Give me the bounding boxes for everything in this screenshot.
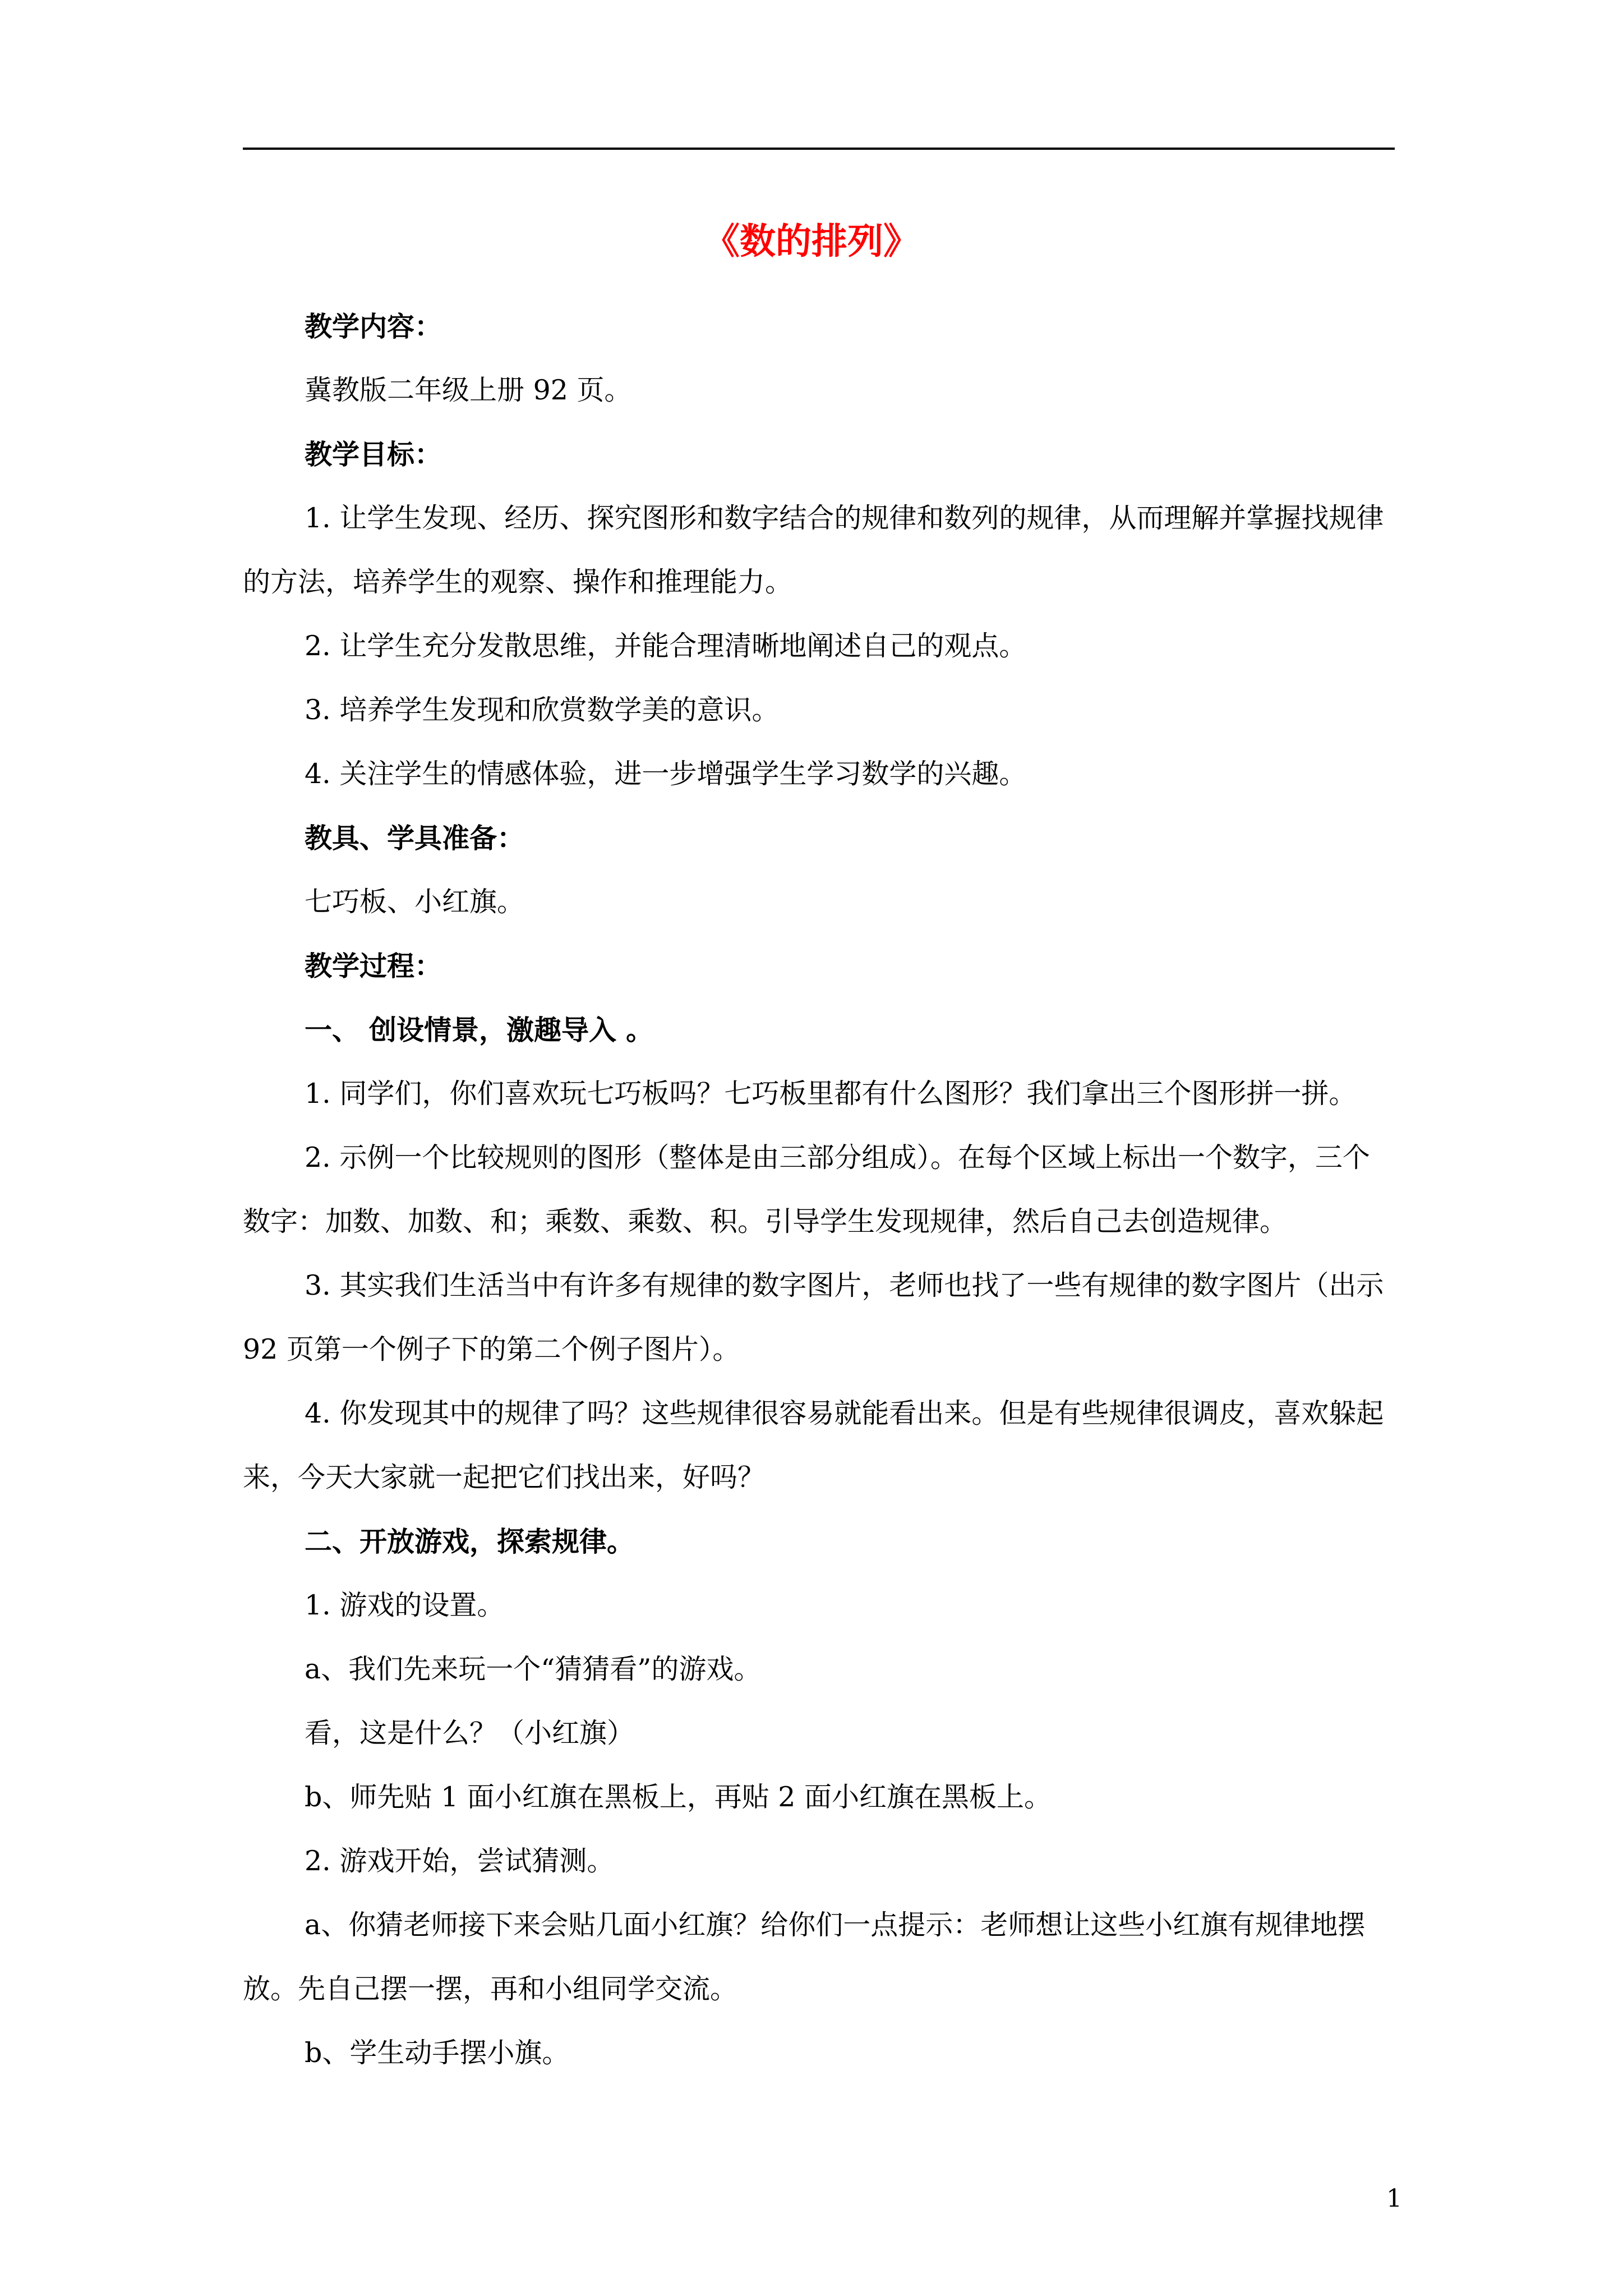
document-title: 《数的排列》 bbox=[704, 220, 919, 263]
paragraph: 3. 其实我们生活当中有许多有规律的数字图片，老师也找了一些有规律的数字图片（出示 92 页第一个例子下的第二个例子图片）。 bbox=[243, 1269, 1384, 1365]
paragraph: 2. 游戏开始，尝试猜测。 bbox=[305, 1845, 615, 1877]
paragraph: b、师先贴 1 面小红旗在黑板上，再贴 2 面小红旗在黑板上。 bbox=[305, 1781, 1052, 1813]
section-heading: 教具、学具准备： bbox=[305, 822, 525, 854]
paragraph: 冀教版二年级上册 92 页。 bbox=[305, 374, 632, 406]
section-heading: 教学内容： bbox=[305, 310, 442, 343]
subsection-heading: 一、 创设情景，激趣导入 。 bbox=[305, 1014, 654, 1046]
paragraph: 1. 同学们，你们喜欢玩七巧板吗？七巧板里都有什么图形？我们拿出三个图形拼一拼。 bbox=[305, 1078, 1357, 1110]
paragraph: 1. 游戏的设置。 bbox=[305, 1589, 505, 1621]
section-heading: 教学目标： bbox=[305, 438, 442, 471]
paragraph: 4. 你发现其中的规律了吗？这些规律很容易就能看出来。但是有些规律很调皮，喜欢躲起来，今天大家就一起把它们找出来，好吗？ bbox=[243, 1397, 1384, 1493]
paragraph: a、你猜老师接下来会贴几面小红旗？给你们一点提示：老师想让这些小红旗有规律地摆放。先自己摆一摆，再和小组同学交流。 bbox=[243, 1909, 1366, 2005]
paragraph: b、学生动手摆小旗。 bbox=[305, 2037, 570, 2069]
subsection-heading: 二、开放游戏，探索规律。 bbox=[305, 1525, 635, 1558]
section-heading: 教学过程： bbox=[305, 950, 442, 982]
paragraph: 看，这是什么？（小红旗） bbox=[305, 1717, 635, 1749]
paragraph: 2. 示例一个比较规则的图形（整体是由三部分组成）。在每个区域上标出一个数字，三个数字：加数、加数、和；乘数、乘数、积。引导学生发现规律，然后自己去创造规律。 bbox=[243, 1142, 1370, 1237]
paragraph: 4. 关注学生的情感体验，进一步增强学生学习数学的兴趣。 bbox=[305, 758, 1027, 790]
paragraph: 1. 让学生发现、经历、探究图形和数字结合的规律和数列的规律，从而理解并掌握找规律的方法，培养学生的观察、操作和推理能力。 bbox=[243, 502, 1384, 598]
header-rule bbox=[243, 148, 1395, 150]
paragraph: a、我们先来玩一个“猜猜看”的游戏。 bbox=[305, 1653, 762, 1685]
paragraph: 3. 培养学生发现和欣赏数学美的意识。 bbox=[305, 694, 780, 726]
paragraph: 2. 让学生充分发散思维，并能合理清晰地阐述自己的观点。 bbox=[305, 630, 1027, 662]
document-body bbox=[243, 295, 1395, 2085]
page-number: 1 bbox=[1386, 2184, 1402, 2213]
paragraph: 七巧板、小红旗。 bbox=[305, 886, 525, 918]
